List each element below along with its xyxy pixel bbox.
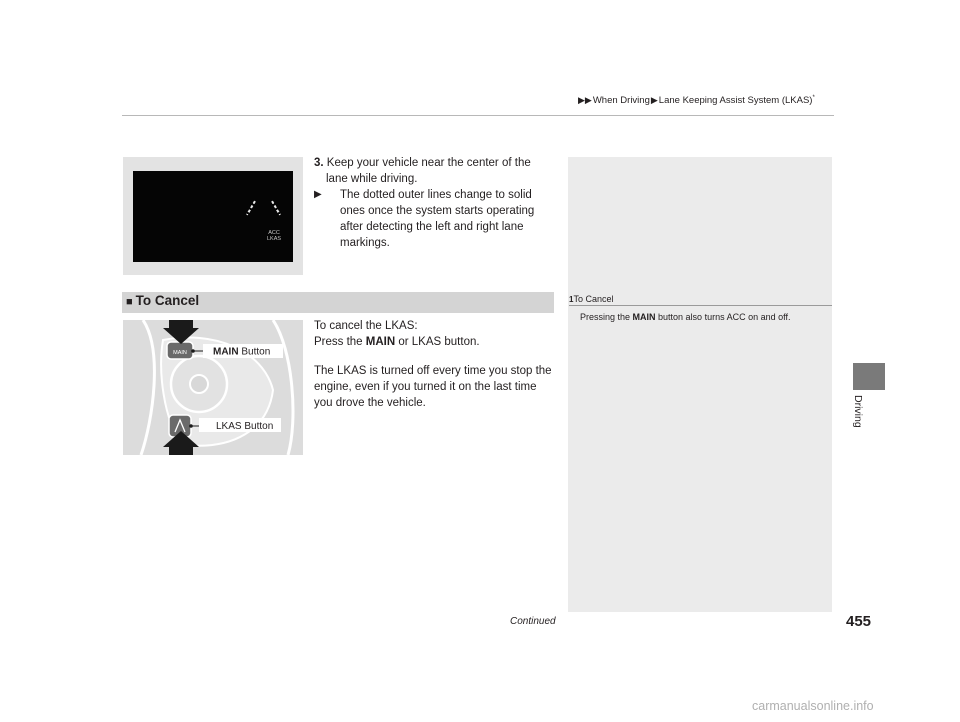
note-text-post: button also turns ACC on and off. [655, 312, 791, 322]
breadcrumb-arrow-icon: ▶▶ [578, 95, 592, 106]
subnote-line-1: The dotted outer lines change to solid [340, 189, 532, 201]
cancel-para-2-line-2: engine, even if you turned it on the last time [314, 381, 537, 393]
cancel-line-2 [314, 334, 559, 350]
chapter-label [838, 395, 898, 455]
continued-label: Continued [510, 616, 556, 627]
note-text-pre: Pressing the [580, 312, 633, 322]
main-button-label-bold: MAIN [213, 346, 239, 358]
step-line-2: lane while driving. [326, 173, 418, 185]
header-rule [122, 115, 834, 116]
breadcrumb-separator-icon: ▶ [650, 95, 658, 106]
note-text [580, 312, 790, 322]
cancel-instructions [314, 318, 559, 411]
page-number: 455 [846, 613, 872, 630]
step-number: 3. [314, 157, 324, 169]
acc-lkas-indicator [267, 230, 281, 242]
left-lane-line-icon [246, 201, 256, 216]
lane-display-figure [123, 157, 303, 275]
note-ref-number: 1 [569, 295, 574, 304]
note-title: To Cancel [573, 294, 614, 304]
chapter-label-text: Driving [852, 395, 864, 428]
note-rule [569, 305, 832, 306]
section-heading [126, 293, 199, 308]
step-line-1: Keep your vehicle near the center of the [326, 157, 531, 169]
step-subnote [314, 187, 554, 251]
paragraph-spacer [314, 350, 559, 363]
notes-column [568, 157, 832, 612]
steering-wheel-illustration [123, 320, 303, 455]
lkas-button-label: LKAS Button [216, 421, 274, 432]
breadcrumb [577, 95, 815, 106]
main-button-label-rest: Button [238, 346, 271, 358]
right-lane-line-icon [271, 201, 281, 216]
breadcrumb-page: Lane Keeping Assist System (LKAS) [658, 95, 813, 107]
lkas-indicator-text: LKAS [267, 236, 282, 242]
main-button-label [213, 347, 270, 358]
cancel-line-2-bold: MAIN [365, 336, 396, 348]
section-square-icon: ■ [126, 296, 133, 308]
chapter-tab [853, 363, 885, 390]
main-key-text: MAIN [173, 350, 187, 356]
footnote-mark: * [812, 95, 815, 101]
subnote-line-3: after detecting the left and right lane [340, 221, 524, 233]
note-heading [569, 294, 613, 304]
subnote-line-4: markings. [340, 237, 390, 249]
instrument-screen [133, 171, 293, 262]
section-title: To Cancel [135, 293, 200, 308]
note-text-bold: MAIN [632, 312, 656, 322]
steering-wheel-figure [123, 320, 303, 455]
cancel-line-2-pre: Press the [314, 336, 366, 348]
step-3 [314, 155, 554, 251]
watermark: carmanualsonline.info [752, 699, 874, 713]
cancel-para-2-line-1: The LKAS is turned off every time you stop the [314, 365, 552, 377]
subnote-arrow-icon: ▶ [314, 189, 322, 200]
cancel-para-2-line-3: you drove the vehicle. [314, 397, 426, 409]
acc-indicator-text: ACC [268, 230, 280, 236]
cancel-line-2-post: or LKAS button. [395, 336, 480, 348]
breadcrumb-section: When Driving [592, 95, 650, 107]
cancel-line-1: To cancel the LKAS: [314, 320, 418, 332]
subnote-line-2: ones once the system starts operating [340, 205, 535, 217]
